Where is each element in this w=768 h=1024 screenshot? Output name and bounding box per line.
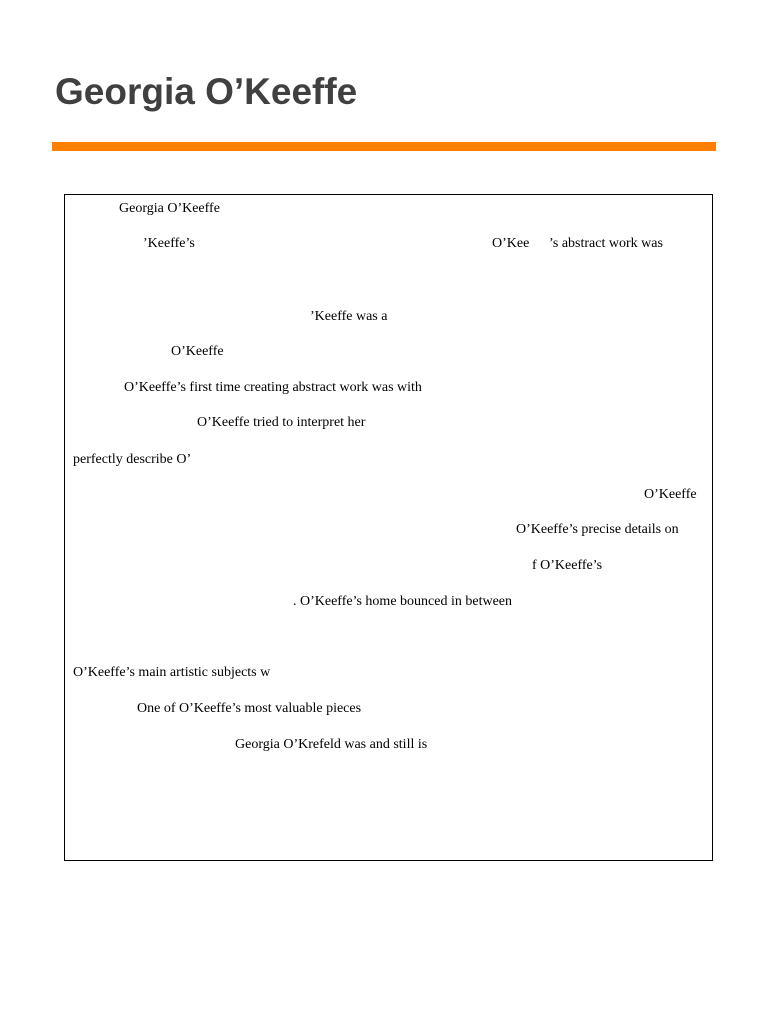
text-fragment: O’Keeffe’s main artistic subjects w <box>73 665 271 680</box>
text-fragment: Georgia O’Keeffe <box>119 201 220 216</box>
text-fragment: ’Keeffe’s <box>143 236 195 251</box>
text-fragment: O’Keeffe <box>644 487 697 502</box>
text-fragment: O’Keeffe <box>171 344 224 359</box>
text-fragment: ’s abstract work was <box>549 236 663 251</box>
text-fragment: ’Keeffe was a <box>310 309 388 324</box>
text-fragment: perfectly describe O’ <box>73 452 192 467</box>
accent-rule <box>52 142 716 151</box>
text-fragment: O’Keeffe’s first time creating abstract work was with <box>124 380 422 395</box>
text-fragment: One of O’Keeffe’s most valuable pieces <box>137 701 362 716</box>
text-box <box>64 194 713 861</box>
text-fragment: f O’Keeffe’s <box>532 558 603 573</box>
slide-title: Georgia O’Keeffe <box>55 71 358 112</box>
text-fragment: . O’Keeffe’s home bounced in between <box>293 594 512 609</box>
text-fragment: O’Keeffe tried to interpret her <box>197 415 366 430</box>
text-fragment: Georgia O’Krefeld was and still is <box>235 737 428 752</box>
text-fragment: O’Kee <box>492 236 530 251</box>
text-fragment: O’Keeffe’s precise details on <box>516 522 679 537</box>
